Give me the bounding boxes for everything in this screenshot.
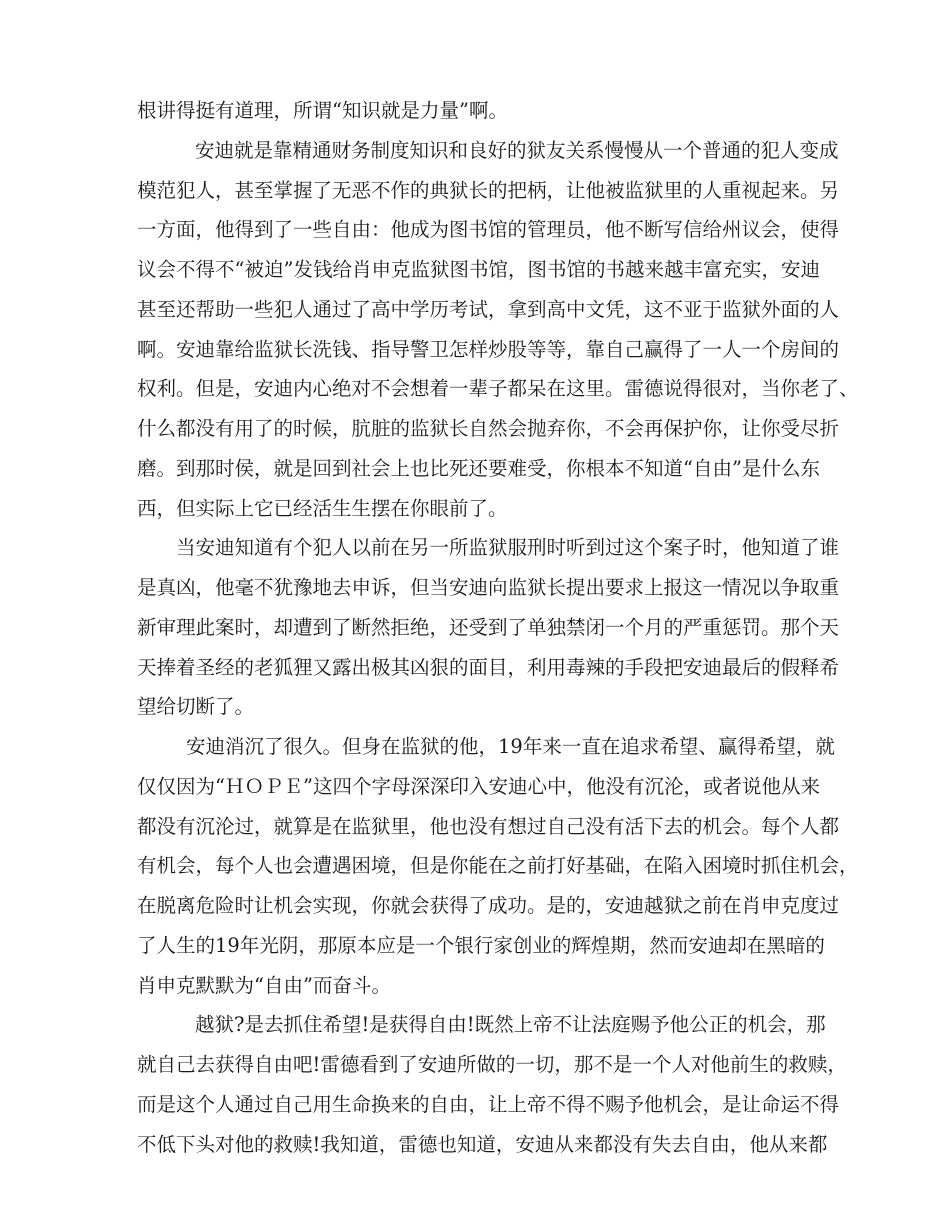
text-line: 都没有沉沦过，就算是在监狱里，他也没有想过自己没有活下去的机会。每个人都 [137, 815, 840, 838]
text-line: 安迪就是靠精通财务制度知识和良好的狱友关系慢慢从一个普通的犯人变成 [195, 139, 839, 162]
text-line: 一方面，他得到了一些自由：他成为图书馆的管理员，他不断写信给州议会，使得 [137, 218, 840, 241]
text-line: 了人生的19年光阴，那原本应是一个银行家创业的辉煌期，然而安迪却在黑暗的 [137, 934, 825, 957]
text-line: 模范犯人，甚至掌握了无恶不作的典狱长的把柄，让他被监狱里的人重视起来。另 [137, 179, 840, 202]
text-line: 天捧着圣经的老狐狸又露出极其凶狠的面目，利用毒辣的手段把安迪最后的假释希 [137, 656, 840, 679]
text-line: 就自己去获得自由吧!雷德看到了安迪所做的一切，那不是一个人对他前生的救赎， [137, 1053, 847, 1076]
text-line: 有机会，每个人也会遭遇困境，但是你能在之前打好基础，在陷入困境时抓住机会， [137, 854, 859, 877]
text-line: 在脱离危险时让机会实现，你就会获得了成功。是的，安迪越狱之前在肖申克度过 [137, 894, 840, 917]
text-line: 根讲得挺有道理，所谓“知识就是力量”啊。 [137, 99, 508, 122]
text-line: 甚至还帮助一些犯人通过了高中学历考试，拿到高中文凭，这不亚于监狱外面的人 [137, 298, 840, 321]
text-line: 权利。但是，安迪内心绝对不会想着一辈子都呆在这里。雷德说得很对，当你老了、 [137, 377, 859, 400]
text-line: 新审理此案时，却遭到了断然拒绝，还受到了单独禁闭一个月的严重惩罚。那个天 [137, 616, 840, 639]
text-line: 是真凶，他毫不犹豫地去申诉，但当安迪向监狱长提出要求上报这一情况以争取重 [137, 576, 840, 599]
text-line: 啊。安迪靠给监狱长洗钱、指导警卫怎样炒股等等，靠自己赢得了一人一个房间的 [137, 338, 840, 361]
text-line: 仅仅因为“ＨＯＰＥ”这四个字母深深印入安迪心中，他没有沉沦，或者说他从来 [137, 775, 820, 798]
text-line: 磨。到那时侯，就是回到社会上也比死还要难受，你根本不知道“自由”是什么东 [137, 457, 820, 480]
text-line: 安迪消沉了很久。但身在监狱的他，19年来一直在追求希望、赢得希望，就 [186, 735, 835, 758]
text-line: 不低下头对他的救赎!我知道，雷德也知道，安迪从来都没有失去自由，他从来都 [137, 1133, 828, 1156]
text-line: 越狱?是去抓住希望!是获得自由!既然上帝不让法庭赐予他公正的机会，那 [195, 1013, 826, 1036]
text-line: 西，但实际上它已经活生生摆在你眼前了。 [137, 497, 508, 520]
text-line: 什么都没有用了的时候，肮脏的监狱长自然会抛弃你，不会再保护你，让你受尽折 [137, 417, 840, 440]
text-line: 肖申克默默为“自由”而奋斗。 [137, 974, 391, 997]
text-line: 当安迪知道有个犯人以前在另一所监狱服刑时听到过这个案子时，他知道了谁 [176, 536, 840, 559]
text-line: 望给切断了。 [137, 695, 255, 718]
text-line: 议会不得不“被迫”发钱给肖申克监狱图书馆，图书馆的书越来越丰富充实，安迪 [137, 258, 820, 281]
text-line: 而是这个人通过自己用生命换来的自由，让上帝不得不赐予他机会，是让命运不得 [137, 1093, 840, 1116]
